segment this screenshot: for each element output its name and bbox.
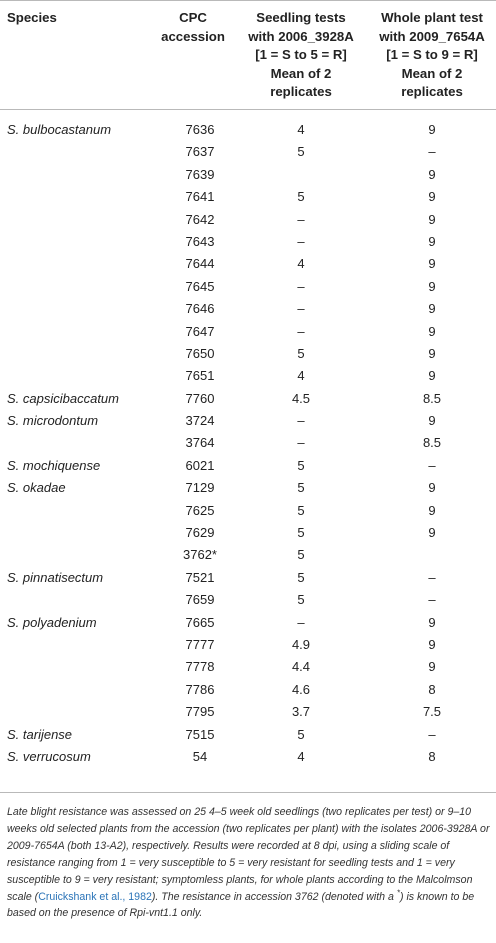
seedling-score-cell: 5 bbox=[297, 569, 305, 585]
species-cell bbox=[7, 567, 103, 589]
seedling-score-cell: 4.9 bbox=[291, 636, 311, 652]
species-name: S. verrucosum bbox=[7, 748, 91, 764]
accession-cell: 7760 bbox=[185, 390, 215, 406]
header-species: Species bbox=[7, 10, 57, 25]
citation-link[interactable]: Cruickshank et al., 1982 bbox=[38, 890, 152, 903]
table-row bbox=[0, 544, 496, 566]
seedling-score-cell: 5 bbox=[297, 345, 305, 361]
whole-plant-score-cell: 9 bbox=[428, 413, 436, 429]
table-row bbox=[0, 253, 496, 275]
whole-plant-score-cell: 9 bbox=[428, 502, 436, 518]
species-cell bbox=[7, 388, 119, 410]
table-row bbox=[0, 656, 496, 678]
seedling-score-cell: 4.4 bbox=[291, 659, 311, 675]
species-name: S. microdontum bbox=[7, 413, 99, 429]
whole-plant-score-cell: 9 bbox=[428, 278, 436, 294]
whole-plant-score-cell: 8.5 bbox=[422, 390, 442, 406]
table-header bbox=[0, 0, 496, 109]
whole-plant-score-cell: – bbox=[428, 144, 436, 160]
seedling-score-cell: 5 bbox=[297, 457, 305, 473]
header-rule bbox=[0, 109, 496, 110]
whole-plant-score-cell: 9 bbox=[428, 166, 436, 182]
accession-cell: 7650 bbox=[185, 345, 215, 361]
seedling-score-cell: 4 bbox=[297, 122, 305, 137]
seedling-score-cell: – bbox=[297, 323, 305, 339]
accession-cell: 6021 bbox=[185, 457, 215, 473]
accession-cell: 7647 bbox=[185, 323, 215, 339]
accession-cell: 7651 bbox=[185, 368, 215, 384]
seedling-score-cell: 3.7 bbox=[291, 704, 311, 720]
accession-cell: 7636 bbox=[185, 122, 215, 137]
whole-plant-score-cell: 9 bbox=[428, 233, 436, 249]
whole-plant-score-cell: – bbox=[428, 569, 436, 585]
whole-plant-score-cell: 9 bbox=[428, 256, 436, 272]
table-row bbox=[0, 701, 496, 723]
whole-plant-score-cell: 9 bbox=[428, 614, 436, 630]
table-row bbox=[0, 455, 496, 477]
table-row bbox=[0, 477, 496, 499]
table-row bbox=[0, 321, 496, 343]
whole-plant-score-cell: 9 bbox=[428, 368, 436, 384]
species-name: S. pinnatisectum bbox=[7, 569, 104, 585]
table-row bbox=[0, 410, 496, 432]
seedling-score-cell: – bbox=[297, 435, 305, 451]
seedling-score-cell: 5 bbox=[297, 189, 305, 205]
species-cell bbox=[7, 455, 100, 477]
table-row bbox=[0, 589, 496, 611]
accession-cell: 7521 bbox=[185, 569, 215, 585]
species-cell bbox=[7, 612, 97, 634]
accession-cell: 7129 bbox=[185, 480, 215, 496]
seedling-score-cell: 5 bbox=[297, 525, 305, 541]
seedling-score-cell: 4.6 bbox=[291, 681, 311, 697]
whole-plant-score-cell: 8 bbox=[428, 748, 436, 764]
accession-cell: 7777 bbox=[185, 636, 215, 652]
accession-cell: 7795 bbox=[185, 704, 215, 720]
whole-plant-score-cell: 9 bbox=[428, 211, 436, 227]
seedling-score-cell: – bbox=[297, 233, 305, 249]
header-seedling-tests: Seedling tests with 2006_3928A [1 = S to 5 = R] Mean of 2 replicates bbox=[248, 10, 354, 100]
species-name: S. mochiquense bbox=[7, 457, 101, 473]
table-row bbox=[0, 343, 496, 365]
accession-cell: 7642 bbox=[185, 211, 215, 227]
seedling-score-cell: 4 bbox=[297, 368, 305, 384]
table-row bbox=[0, 231, 496, 253]
table-row bbox=[0, 432, 496, 454]
table-row bbox=[0, 679, 496, 701]
bottom-rule bbox=[0, 792, 496, 793]
accession-cell: 7629 bbox=[185, 525, 215, 541]
seedling-score-cell: 4.5 bbox=[291, 390, 311, 406]
accession-cell: 7625 bbox=[185, 502, 215, 518]
species-name: S. capsicibaccatum bbox=[7, 390, 119, 406]
accession-cell: 3764 bbox=[185, 435, 215, 451]
accession-cell: 7643 bbox=[185, 233, 215, 249]
species-cell bbox=[7, 410, 98, 432]
species-name: S. tarijense bbox=[7, 726, 73, 742]
table-row bbox=[0, 119, 496, 141]
seedling-score-cell: 5 bbox=[297, 144, 305, 160]
species-cell bbox=[7, 724, 72, 746]
species-name: S. okadae bbox=[7, 480, 66, 496]
species-cell bbox=[7, 477, 66, 499]
accession-cell: 54 bbox=[192, 748, 208, 764]
whole-plant-score-cell: 9 bbox=[428, 122, 436, 137]
table-body bbox=[0, 119, 496, 768]
whole-plant-score-cell: 9 bbox=[428, 636, 436, 652]
accession-cell: 7641 bbox=[185, 189, 215, 205]
table-row bbox=[0, 522, 496, 544]
accession-cell: 7659 bbox=[185, 592, 215, 608]
seedling-score-cell: 5 bbox=[297, 592, 305, 608]
whole-plant-score-cell: 8 bbox=[428, 681, 436, 697]
seedling-score-cell: – bbox=[297, 278, 305, 294]
table-row bbox=[0, 612, 496, 634]
seedling-score-cell: 5 bbox=[297, 502, 305, 518]
whole-plant-score-cell: 9 bbox=[428, 323, 436, 339]
whole-plant-score-cell: 9 bbox=[428, 525, 436, 541]
table-row bbox=[0, 567, 496, 589]
table-row bbox=[0, 298, 496, 320]
accession-cell: 3724 bbox=[185, 413, 215, 429]
header-cpc-accession: CPC accession bbox=[161, 10, 225, 44]
species-cell bbox=[7, 119, 111, 141]
seedling-score-cell: 4 bbox=[297, 256, 305, 272]
seedling-score-cell: – bbox=[297, 413, 305, 429]
table-row bbox=[0, 746, 496, 768]
table-row bbox=[0, 365, 496, 387]
species-cell bbox=[7, 746, 91, 768]
whole-plant-score-cell: – bbox=[428, 726, 436, 742]
whole-plant-score-cell: 9 bbox=[428, 189, 436, 205]
seedling-score-cell: – bbox=[297, 614, 305, 630]
whole-plant-score-cell: 9 bbox=[428, 301, 436, 317]
table-row bbox=[0, 141, 496, 163]
accession-cell: 7644 bbox=[185, 256, 215, 272]
accession-cell: 3762* bbox=[183, 547, 217, 563]
whole-plant-score-cell: – bbox=[428, 592, 436, 608]
whole-plant-score-cell: 8.5 bbox=[422, 435, 442, 451]
accession-cell: 7645 bbox=[185, 278, 215, 294]
whole-plant-score-cell: 9 bbox=[428, 345, 436, 361]
whole-plant-score-cell: 7.5 bbox=[422, 704, 442, 720]
seedling-score-cell: 5 bbox=[297, 547, 305, 563]
table-row bbox=[0, 276, 496, 298]
accession-cell: 7646 bbox=[185, 301, 215, 317]
species-name: S. bulbocastanum bbox=[7, 122, 112, 137]
table-row bbox=[0, 164, 496, 186]
table-footnote: Late blight resistance was assessed on 25 4–5 week old seedlings (two replicates per test) or 9–10 weeks old selected plants from the accession (two replicates per plant) with the isolates 2006-3928A or 2009-7654A (both 13-A2), respectively. Results were recorded at 8 dpi, using a sliding scale of resistance ranging from 1 = very susceptible to 5 = very resistant for seedling tests and 1 = very susceptible to 9 = very resistant; symptomless plants, for whole plants according to the Malcolmson scale (Cruickshank et al., 1982). The resistance in accession 3762 (denoted with a *) is known to be based on the presence of Rpi-vnt1.1 only. bbox=[7, 806, 490, 920]
accession-cell: 7515 bbox=[185, 726, 215, 742]
table-row bbox=[0, 186, 496, 208]
seedling-score-cell: 5 bbox=[297, 480, 305, 496]
species-name: S. polyadenium bbox=[7, 614, 97, 630]
header-whole-plant-test: Whole plant test with 2009_7654A [1 = S to 9 = R] Mean of 2 replicates bbox=[379, 10, 485, 100]
whole-plant-score-cell: 9 bbox=[428, 480, 436, 496]
accession-cell: 7637 bbox=[185, 144, 215, 160]
accession-cell: 7639 bbox=[185, 166, 215, 182]
table-row bbox=[0, 724, 496, 746]
seedling-score-cell: 4 bbox=[297, 748, 305, 764]
table-row bbox=[0, 388, 496, 410]
whole-plant-score-cell: – bbox=[428, 457, 436, 473]
seedling-score-cell: 5 bbox=[297, 726, 305, 742]
table-row bbox=[0, 500, 496, 522]
accession-cell: 7786 bbox=[185, 681, 215, 697]
table-row bbox=[0, 634, 496, 656]
seedling-score-cell: – bbox=[297, 211, 305, 227]
seedling-score-cell: – bbox=[297, 301, 305, 317]
accession-cell: 7778 bbox=[185, 659, 215, 675]
table-row bbox=[0, 209, 496, 231]
whole-plant-score-cell: 9 bbox=[428, 659, 436, 675]
accession-cell: 7665 bbox=[185, 614, 215, 630]
